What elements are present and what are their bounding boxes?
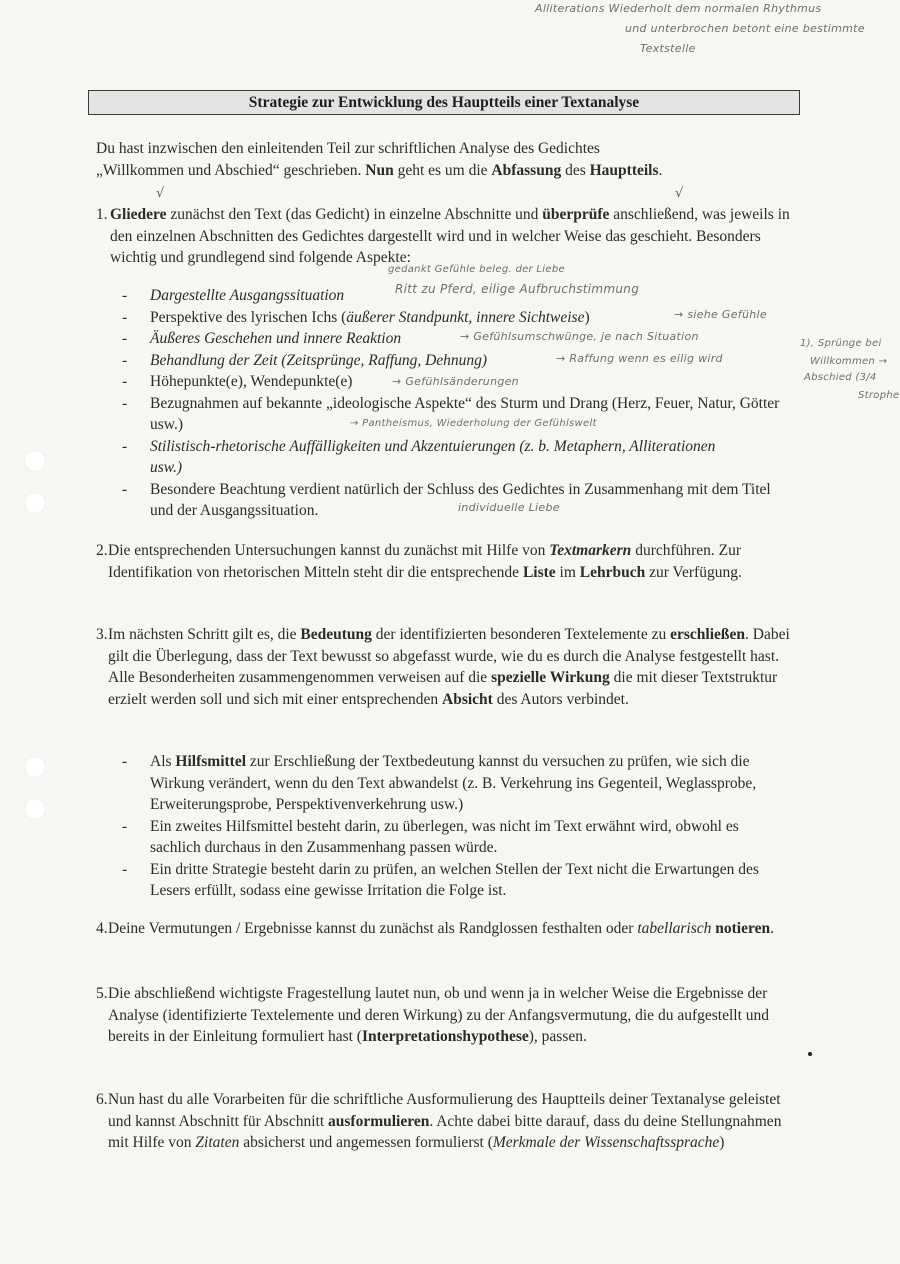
handwritten-note: Willkommen → <box>810 356 888 367</box>
ink-dot <box>808 1052 812 1056</box>
list-item: - Besondere Beachtung verdient natürlich der Schluss des Gedichtes in Zusammenhang mit dem Titel und der Ausgangssituation. <box>122 480 771 519</box>
punch-hole <box>24 450 46 472</box>
punch-hole <box>24 492 46 514</box>
aspects-list <box>122 285 787 522</box>
list-item-2: 2. Die entsprechenden Untersuchungen kannst du zunächst mit Hilfe von Textmarkern durchführen. Zur Identifikation von rhetorischen Mitteln steht dir die entsprechende Liste im Lehrbuch zur Verfügung. <box>96 542 742 581</box>
list-item-4: 4. Deine Vermutungen / Ergebnisse kannst du zunächst als Randglossen festhalten oder tabellarisch notieren. <box>96 918 796 940</box>
list-item-3: 3. Im nächsten Schritt gilt es, die Bedeutung der identifizierten besonderen Textelemente zu erschließen. Dabei gilt die Überlegung, dass der Text bewusst so abgefasst wurde, wie du es durch die Analyse festgestellt hast. Alle Besonderheiten zusammengenommen verweisen auf die spezielle Wirkung die mit dieser Textstruktur erzielt werden soll und sich mit einer entsprechenden Absicht des Autors verbindet. <box>96 626 790 708</box>
list-number: 6. <box>96 1091 108 1108</box>
list-number: 5. <box>96 985 108 1002</box>
list-item: - Bezugnahmen auf bekannte „ideologische Aspekte“ des Sturm und Drang (Herz, Feuer, Natur, Götter usw.) <box>122 394 780 433</box>
list-item-5: 5. Die abschließend wichtigste Fragestellung lautet nun, ob und wenn ja in welcher Weise die Ergebnisse der Analyse (identifizierte Textelemente und deren Wirkung) zu der Anfangsvermutung, die du aufgestellt und bereits in der Einleitung formuliert hast (Interpretationshypothese), passen. <box>96 985 769 1045</box>
punch-hole <box>24 756 46 778</box>
handwritten-note: → siehe Gefühle <box>674 308 767 321</box>
handwritten-note: und unterbrochen betont eine bestimmte <box>625 22 865 35</box>
document-title: Strategie zur Entwicklung des Hauptteils einer Textanalyse <box>248 93 640 111</box>
list-item: - Ein dritte Strategie besteht darin zu prüfen, an welchen Stellen der Text nicht die Erwartungen des Lesers erfüllt, sodass eine gewisse Irritation die Folge ist. <box>122 860 759 899</box>
punch-hole <box>24 798 46 820</box>
handwritten-note: Ritt zu Pferd, eilige Aufbruchstimmung <box>395 282 640 296</box>
handwritten-note: → Gefühlsumschwünge, je nach Situation <box>460 330 699 343</box>
handwritten-note: → Raffung wenn es eilig wird <box>556 352 723 365</box>
list-number: 2. <box>96 542 108 559</box>
handwritten-note: Alliterations Wiederholt dem normalen Rhythmus <box>535 2 822 15</box>
list-item: - Behandlung der Zeit (Zeitsprünge, Raffung, Dehnung) <box>122 351 488 369</box>
handwritten-note: gedankt Gefühle beleg. der Liebe <box>388 264 565 275</box>
intro-line: „Willkommen und Abschied“ geschrieben. Nun geht es um die Abfassung des Hauptteils. <box>96 161 663 179</box>
handwritten-note: Textstelle <box>640 42 696 55</box>
list-item-6: 6. Nun hast du alle Vorarbeiten für die schriftliche Ausformulierung des Hauptteils deiner Textanalyse geleistet und kannst Abschnitt für Abschnitt ausformulieren. Achte dabei bitte darauf, dass du deine Stellungnahmen mit Hilfe von Zitaten absicherst und angemessen formulierst (Merkmale der Wissenschaftssprache) <box>96 1091 782 1151</box>
check-mark: √ <box>675 186 684 201</box>
list-item: - Äußeres Geschehen und innere Reaktion <box>122 330 402 347</box>
list-item: - Stilistisch-rhetorische Auffälligkeiten und Akzentuierungen (z. b. Metaphern, Alliterationen usw.) <box>122 437 716 476</box>
intro-paragraph <box>96 138 796 181</box>
helps-list <box>122 751 787 902</box>
intro-line: Du hast inzwischen den einleitenden Teil zur schriftlichen Analyse des Gedichtes <box>96 140 600 157</box>
check-mark: √ <box>156 186 165 201</box>
list-item: - Perspektive des lyrischen Ichs (äußerer Standpunkt, innere Sichtweise) <box>122 308 590 326</box>
list-item: - Dargestellte Ausgangssituation <box>122 287 345 304</box>
list-item: - Höhepunkte(e), Wendepunkte(e) <box>122 373 353 390</box>
list-item: - Als Hilfsmittel zur Erschließung der Textbedeutung kannst du versuchen zu prüfen, wie sich die Wirkung verändert, wenn du den Text abwandelst (z. B. Verkehrung ins Gegenteil, Weglassprobe, Erweiterungsprobe, Perspektivenverkehrung usw.) <box>122 753 757 813</box>
handwritten-note: 1), Sprünge bei <box>800 338 882 349</box>
list-number: 4. <box>96 920 108 937</box>
handwritten-note: → Pantheismus, Wiederholung der Gefühlswelt <box>350 418 597 429</box>
list-item-1: 1. Gliedere zunächst den Text (das Gedicht) in einzelne Abschnitte und überprüfe anschließend, was jeweils in den einzelnen Abschnitten des Gedichtes dargestellt wird und in welcher Weise das geschieht. Besonders wichtig und grundlegend sind folgende Aspekte: <box>96 206 790 266</box>
document-title-box <box>88 90 800 115</box>
handwritten-note: individuelle Liebe <box>458 501 560 514</box>
list-item: - Ein zweites Hilfsmittel besteht darin, zu überlegen, was nicht im Text erwähnt wird, obwohl es sachlich durchaus in den Zusammenhang passen würde. <box>122 817 739 856</box>
list-number: 1. <box>96 206 108 223</box>
handwritten-note: → Gefühlsänderungen <box>392 375 519 388</box>
list-number: 3. <box>96 626 108 643</box>
handwritten-note: Abschied (3/4 <box>804 372 877 383</box>
handwritten-note: Strophe <box>858 390 900 401</box>
